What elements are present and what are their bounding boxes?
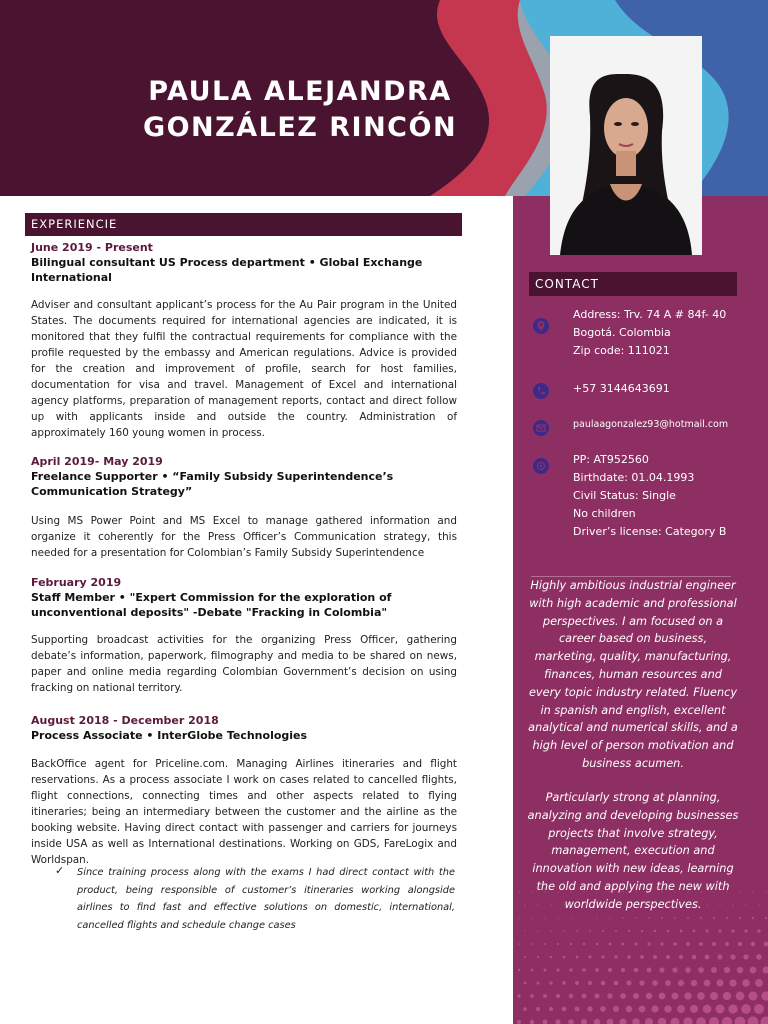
summary-paragraph-2: Particularly strong at planning, analyzing and developing businesses projects that involve strategy, management, execution and innovation with new ideas, learning the old and applying the new with worldwide perspectives.: [527, 791, 739, 911]
civil-status: Civil Status: Single: [573, 489, 676, 502]
phone-icon: [533, 383, 549, 399]
children-status: No children: [573, 507, 636, 520]
job-description: BackOffice agent for Priceline.com. Managing Airlines itineraries and flight reservations. As a process associate I work on cases related to cancelled flights, flight connections, connecting times and other aspects related to flying itineraries; being an intermediary between the customer and the airline as the booking website. Having direct contact with passenger and carriers for journeys inside USA as well as International destinations. Working on GDS, FareLogix and Worldspan.: [31, 758, 457, 866]
location-pin-icon: [533, 318, 549, 334]
name-line-2: GONZÁLEZ RINCÓN: [142, 112, 458, 143]
name-line-1: PAULA ALEJANDRA: [148, 76, 452, 107]
profile-photo: [550, 36, 702, 255]
drivers-license: Driver’s license: Category B: [573, 525, 727, 538]
address-zip: Zip code: 111021: [573, 344, 670, 357]
job-description: Adviser and consultant applicant’s process for the Au Pair program in the United States. The documents required for international agencies are indicated, it is monitored that they fulfil the contractual requirements for compliance with the profile requested by the embassy and American regulations. Advice is provided for the creation and improvement of profile, search for host families, documentation for visa and travel. Management of Excel and international agency platforms, preparation of management reports, contact and direct follow up with applicants inside and outside the country. Administration of approximately 160 young women in process.: [31, 299, 457, 439]
job-entry-3: [31, 575, 457, 696]
job-role: Freelance Supporter • “Family Subsidy Superintendence’s Communication Strategy”: [31, 470, 394, 498]
candidate-name: [60, 74, 540, 146]
job-role: Process Associate • InterGlobe Technologies: [31, 729, 308, 742]
job-date: February 2019: [31, 576, 122, 589]
job-role: Bilingual consultant US Process department • Global Exchange International: [31, 256, 423, 284]
phone-number: +57 3144643691: [573, 382, 670, 395]
email-icon: [533, 420, 549, 436]
job-date: April 2019- May 2019: [31, 455, 163, 468]
job-role: Staff Member • "Expert Commission for the exploration of unconventional deposits" -Debate "Fracking in Colombia": [31, 591, 392, 619]
job-date: August 2018 - December 2018: [31, 714, 219, 727]
birthdate: Birthdate: 01.04.1993: [573, 471, 695, 484]
address-line-1: Address: Trv. 74 A # 84f- 40: [573, 308, 727, 321]
passport-number: PP: AT952560: [573, 453, 649, 466]
address-line-2: Bogotá. Colombia: [573, 326, 671, 339]
job-description: Using MS Power Point and MS Excel to manage gathered information and organize it coherently for the Press Officer’s Communication strategy, this needed for a presentation for Colombian’s Family Subsidy Superintendence: [31, 515, 457, 559]
job-bullet-point: [55, 864, 455, 934]
job-entry-4: [31, 713, 457, 868]
id-card-icon: [533, 458, 549, 474]
portrait-image: [550, 36, 702, 255]
job-date: June 2019 - Present: [31, 241, 153, 254]
summary-paragraph-1: Highly ambitious industrial engineer with high academic and professional perspectives. I am focused on a career based on business, marketing, quality, manufacturing, finances, human resources and every topic industry related. Fluency in spanish and english, excellent analytical and numerical skills, and a high level of person motivation and business acumen.: [528, 579, 738, 770]
checkmark-icon: ✓: [55, 864, 65, 877]
contact-heading: CONTACT: [529, 272, 737, 296]
email-address[interactable]: paulaagonzalez93@hotmail.com: [573, 419, 729, 430]
job-description: Supporting broadcast activities for the organizing Press Officer, gathering debate’s information, paperwork, filmography and media to be shared on news, paper and online media regarding Colombian Government’s decision on using fracking on national territory.: [31, 634, 457, 694]
job-entry-2: [31, 454, 457, 561]
bullet-text: Since training process along with the exams I had direct contact with the product, being responsible of customer’s itineraries working alongside airlines to find fast and effective solutions on domestic, international, cancelled flights and schedule change cases: [77, 867, 455, 931]
job-entry-1: [31, 240, 457, 441]
experience-heading: EXPERIENCIE: [25, 213, 462, 236]
